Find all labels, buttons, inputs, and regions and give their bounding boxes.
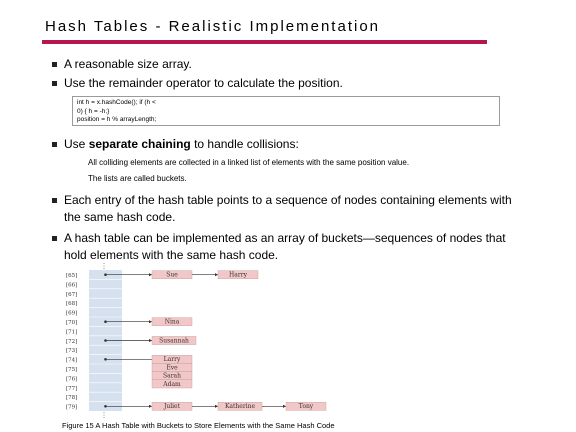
chain-node-label: Larry	[163, 356, 181, 364]
bucket-index-label: [65]	[66, 273, 78, 279]
bucket-index-label: [68]	[66, 301, 78, 308]
arrowhead-icon	[215, 273, 218, 276]
bucket-index-label: [73]	[66, 348, 78, 355]
bucket-index-label: [71]	[66, 329, 78, 336]
bullet-text	[64, 136, 299, 153]
bullet-text: A reasonable size array.	[64, 57, 192, 71]
bullet-square-icon	[52, 236, 57, 241]
bucket-index-label: [76]	[66, 376, 78, 383]
bullet-square-icon	[52, 62, 57, 67]
hash-table-diagram	[60, 263, 360, 420]
code-box	[72, 96, 500, 126]
chaining-suffix: to handle collisions:	[190, 137, 299, 151]
bucket-index-label: [79]	[66, 404, 78, 411]
slide-title: Hash Tables - Realistic Implementation	[45, 18, 381, 35]
bullet-square-icon	[52, 142, 57, 147]
code-line: 0) { h = -h;}	[77, 107, 110, 115]
chain-node-label: Juliet	[163, 403, 181, 411]
bullet-text: Use the remainder operator to calculate the position.	[64, 76, 343, 90]
chain-node-label: Adam	[163, 380, 181, 388]
bucket-index-label: [78]	[66, 395, 78, 402]
code-line: position = h % arrayLength;	[77, 116, 157, 123]
bucket-index-label: [69]	[66, 310, 78, 317]
code-line: int h = x.hashCode(); if (h <	[77, 99, 156, 106]
chain-node-label: Susannah	[159, 337, 189, 345]
chain-node-label: Sue	[166, 271, 178, 279]
bucket-index-label: [75]	[66, 367, 78, 373]
chaining-prefix: Use	[64, 137, 89, 151]
bullet-square-icon	[52, 81, 57, 86]
title-underline	[42, 40, 487, 44]
arrowhead-icon	[149, 320, 152, 323]
bucket-index-label: [72]	[66, 338, 78, 345]
chain-node-label: Nina	[164, 318, 180, 326]
chain-node-label: Sarah	[163, 372, 181, 380]
chain-node-label: Harry	[229, 271, 247, 279]
bucket-index-label: [74]	[66, 357, 78, 364]
chaining-emphasis: separate chaining	[88, 137, 191, 151]
bucket-index-label: [67]	[66, 291, 78, 298]
bucket-index-label: [66]	[66, 282, 78, 289]
bullet-text: Each entry of the hash table points to a sequence of nodes containing elements with the same hash code.	[64, 193, 512, 224]
chain-node-label: Katherine	[224, 403, 256, 411]
bucket-index-label: [77]	[66, 385, 78, 392]
arrowhead-icon	[149, 339, 152, 342]
arrowhead-icon	[149, 405, 152, 408]
arrowhead-icon	[283, 405, 286, 408]
sub-note: All colliding elements are collected in a linked list of elements with the same position value.	[88, 158, 410, 167]
chain-node-label: Eve	[166, 364, 178, 372]
figure-caption: Figure 15 A Hash Table with Buckets to Store Elements with the Same Hash Code	[62, 421, 335, 430]
bucket-index-label: [70]	[66, 320, 78, 326]
bullet-square-icon	[52, 198, 57, 203]
arrowhead-icon	[215, 405, 218, 408]
bullet-text: A hash table can be implemented as an array of buckets—sequences of nodes that hold elements with the same hash code.	[64, 231, 506, 262]
chain-node-label: Tony	[298, 403, 314, 411]
arrowhead-icon	[149, 273, 152, 276]
sub-note: The lists are called buckets.	[88, 174, 187, 183]
